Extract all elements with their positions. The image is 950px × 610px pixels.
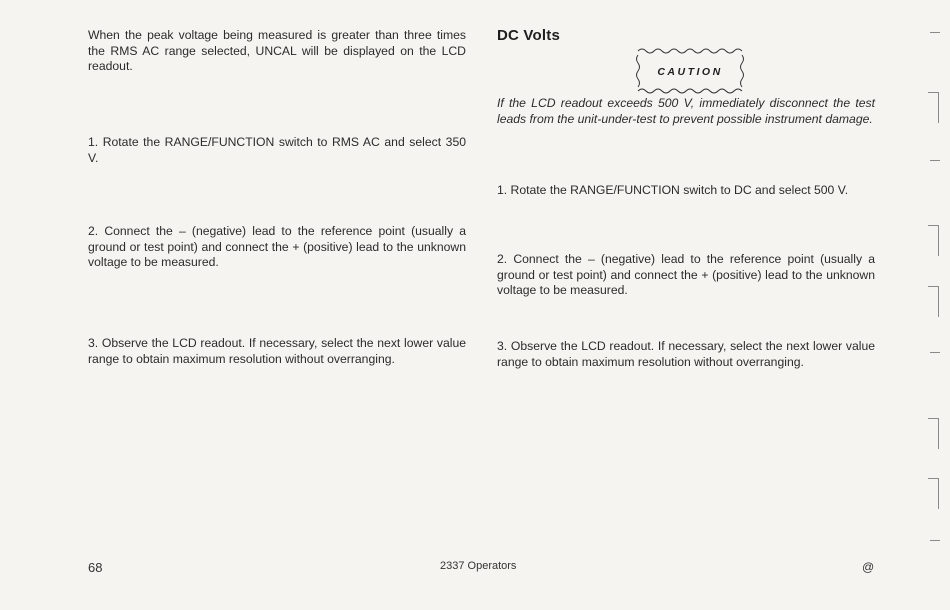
document-title: 2337 Operators xyxy=(440,560,517,572)
edge-mark xyxy=(928,92,939,123)
dc-step-3: 3. Observe the LCD readout. If necessary, select the next lower value range to obtain maximum resolution without overranging. xyxy=(497,339,875,369)
edge-mark xyxy=(928,286,939,317)
section-heading-dc-volts: DC Volts xyxy=(497,27,560,44)
edge-mark xyxy=(930,352,940,353)
intro-paragraph: When the peak voltage being measured is greater than three times the RMS AC range selected, UNCAL will be displayed on the LCD readout. xyxy=(88,28,466,73)
footer-mark: @ xyxy=(862,560,875,574)
dc-step-2: 2. Connect the – (negative) lead to the reference point (usually a ground or test point) and connect the + (positive) lead to the unknown voltage to be measured. xyxy=(497,252,875,297)
caution-text: If the LCD readout exceeds 500 V, immediately disconnect the test leads from the unit-under-test to prevent possible instrument damage. xyxy=(497,96,875,126)
dc-step-1: 1. Rotate the RANGE/FUNCTION switch to DC and select 500 V. xyxy=(497,183,849,197)
edge-mark xyxy=(928,418,939,449)
edge-mark xyxy=(930,32,940,33)
caution-label: CAUTION xyxy=(657,66,723,78)
edge-mark xyxy=(930,540,940,541)
rms-step-2: 2. Connect the – (negative) lead to the reference point (usually a ground or test point) and connect the + (positive) lead to the unknown voltage to be measured. xyxy=(88,224,466,269)
edge-mark xyxy=(930,160,940,161)
caution-box xyxy=(634,45,746,97)
edge-mark xyxy=(928,478,939,509)
edge-mark xyxy=(928,225,939,256)
rms-step-1: 1. Rotate the RANGE/FUNCTION switch to RMS AC and select 350 V. xyxy=(88,135,466,165)
rms-step-3: 3. Observe the LCD readout. If necessary, select the next lower value range to obtain maximum resolution without overranging. xyxy=(88,336,466,366)
page-number: 68 xyxy=(88,560,103,575)
